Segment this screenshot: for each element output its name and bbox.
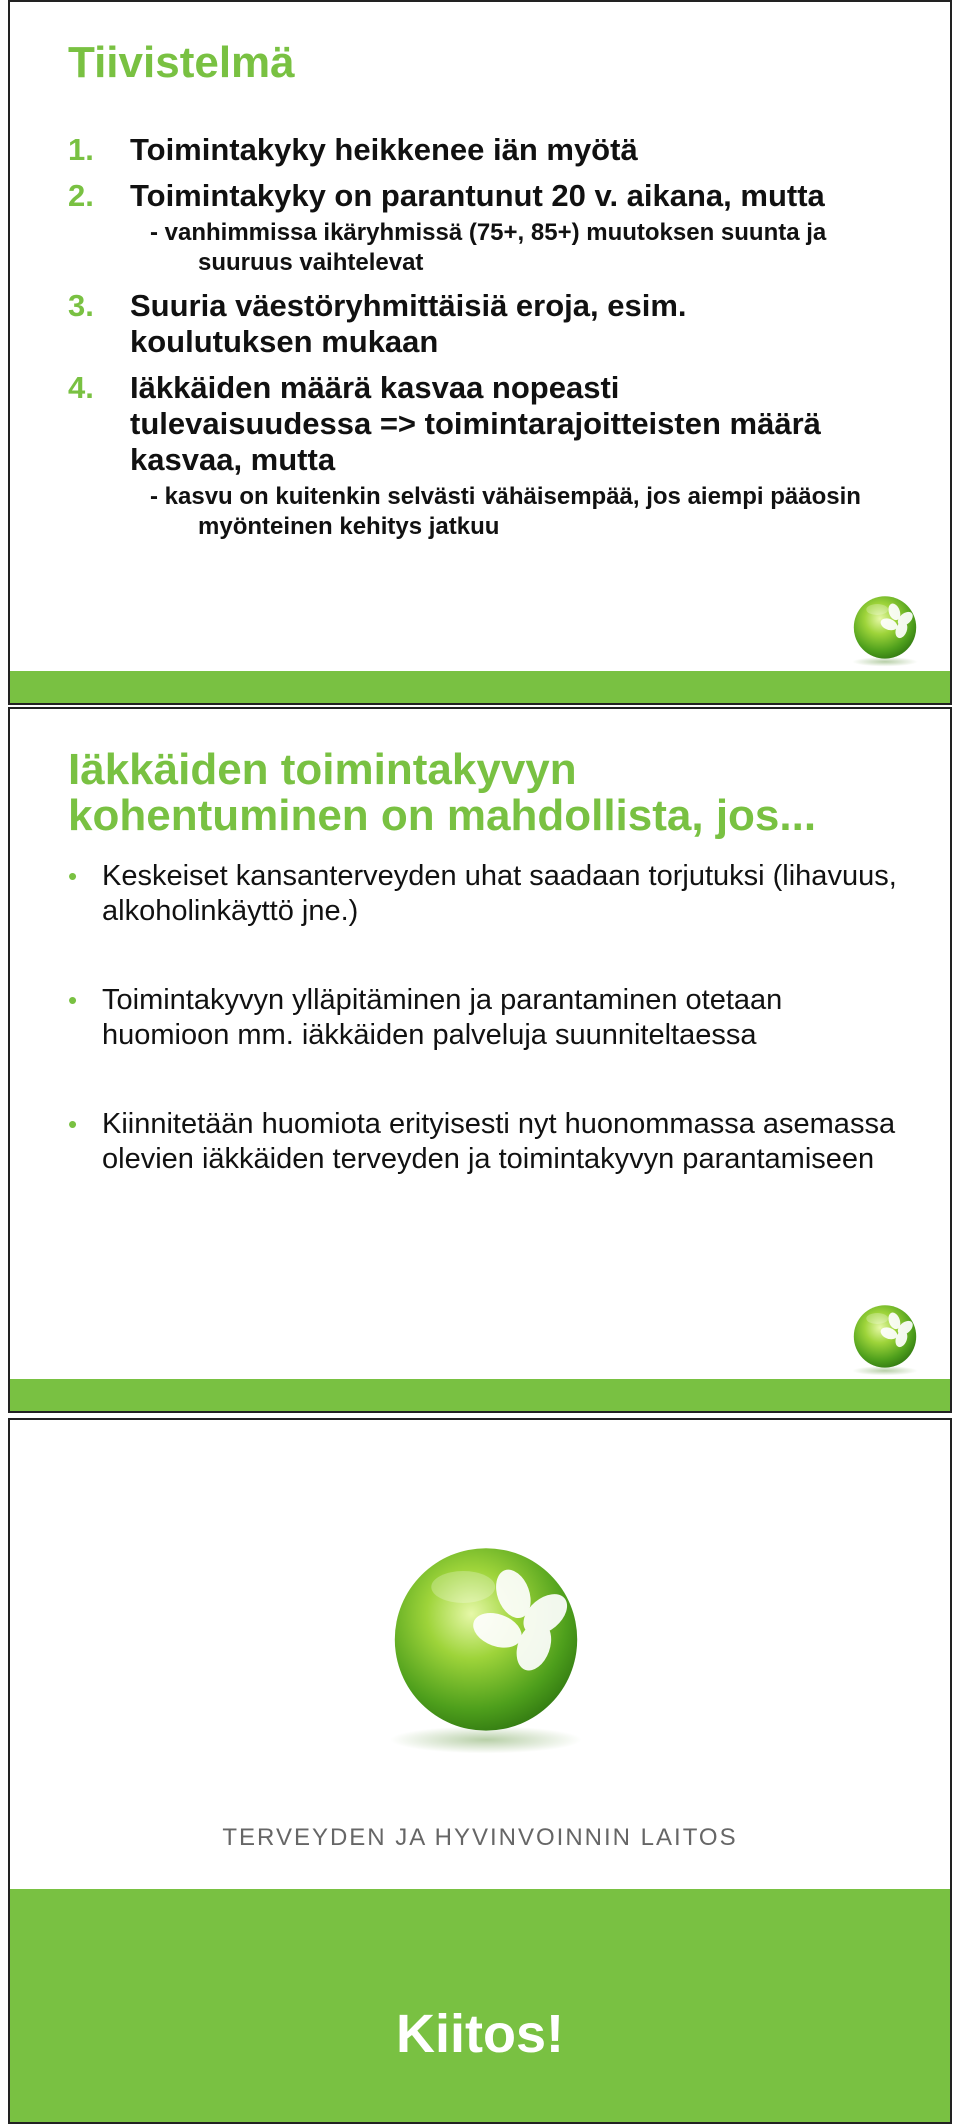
list-item — [68, 983, 898, 1053]
slide-title: Tiivistelmä — [68, 38, 295, 87]
green-footer-band — [10, 1379, 950, 1411]
bullet-text: Toimintakyvyn ylläpitäminen ja parantaminen otetaan huomioon mm. iäkkäiden palveluja suunniteltaessa — [102, 984, 783, 1051]
sub-item-text: - kasvu on kuitenkin selvästi vähäisempää, jos aiempi pääosin myönteinen kehitys jatkuu — [150, 483, 861, 540]
green-ball-logo-icon — [846, 590, 924, 668]
slide-title: Iäkkäiden toimintakyvyn kohentuminen on mahdollista, jos... — [68, 745, 817, 840]
item-number: 1. — [68, 132, 94, 167]
list-item — [68, 859, 898, 929]
bullet-icon: • — [68, 1109, 78, 1139]
green-footer-band — [10, 1889, 950, 2122]
closing-text: Kiitos! — [396, 2004, 564, 2064]
bullet-icon: • — [68, 861, 78, 891]
item-number: 3. — [68, 288, 94, 323]
green-ball-logo-icon — [846, 1299, 924, 1377]
list-item — [68, 370, 868, 542]
organization-name: TERVEYDEN JA HYVINVOINNIN LAITOS — [222, 1824, 738, 1851]
item-text: Iäkkäiden määrä kasvaa nopeasti tulevaisuudessa => toimintarajoitteisten määrä kasvaa, mutta — [130, 370, 821, 477]
list-item — [68, 178, 868, 278]
list-item — [68, 288, 868, 360]
green-ball-logo-icon — [372, 1530, 600, 1758]
bullet-text: Kiinnitetään huomiota erityisesti nyt huonommassa asemassa olevien iäkkäiden terveyden ja toimintakyvyn parantamiseen — [102, 1108, 896, 1175]
slide-thanks — [8, 1418, 952, 2124]
green-footer-band — [10, 671, 950, 703]
list-item — [68, 132, 868, 168]
item-number: 2. — [68, 178, 94, 213]
numbered-list — [68, 132, 868, 552]
item-text: Suuria väestöryhmittäisiä eroja, esim. koulutuksen mukaan — [130, 288, 687, 359]
item-text: Toimintakyky on parantunut 20 v. aikana, mutta — [130, 178, 825, 213]
bullet-text: Keskeiset kansanterveyden uhat saadaan torjutuksi (lihavuus, alkoholinkäyttö jne.) — [102, 860, 897, 927]
bullet-icon: • — [68, 985, 78, 1015]
item-text: Toimintakyky heikkenee iän myötä — [130, 132, 638, 167]
list-item — [68, 1107, 898, 1177]
slide-improvement — [8, 707, 952, 1413]
slide-summary — [8, 0, 952, 705]
item-number: 4. — [68, 370, 94, 405]
sub-item-text: - vanhimmissa ikäryhmissä (75+, 85+) muutoksen suunta ja suuruus vaihtelevat — [150, 219, 827, 276]
bullet-list — [68, 859, 898, 1231]
